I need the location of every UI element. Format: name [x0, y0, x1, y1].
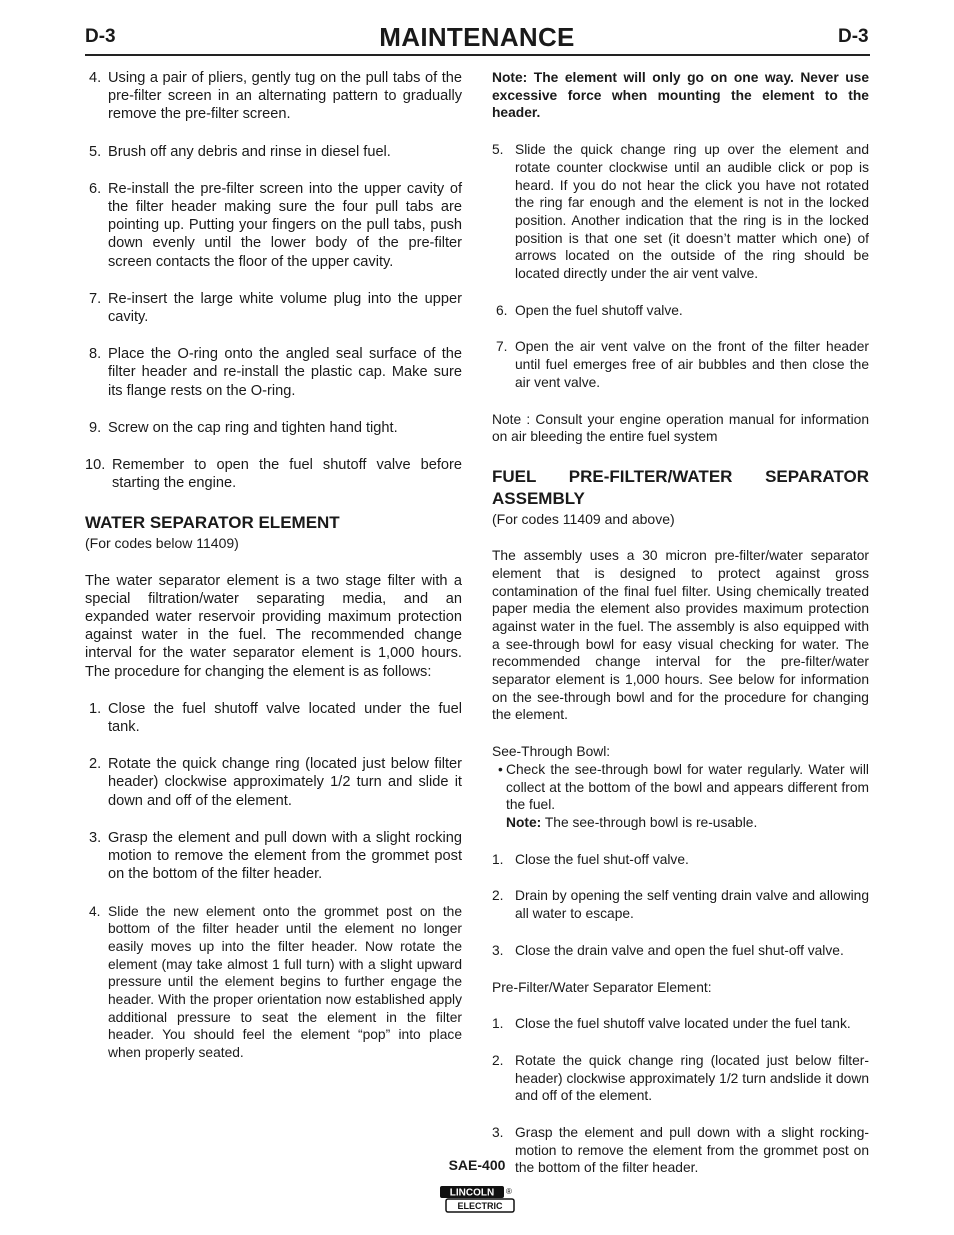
logo-top-text: LINCOLN [449, 1187, 495, 1199]
logo-bottom-text: ELECTRIC [457, 1201, 503, 1211]
list-item: 1. Close the fuel shutoff valve located under the fuel tank. [89, 700, 462, 736]
list-item: 9. Screw on the cap ring and tighten hand tight. [89, 419, 398, 436]
section-intro: The water separator element is a two stage filter with a special filtration/water separating media, and an expanded water reservoir providing maximum protection against water in the fuel. The recommended change interval for the water separator element is 1,000 hours. The procedure for changing the element is as follows: [85, 572, 462, 680]
list-item: 4. Using a pair of pliers, gently tug on the pull tabs of the pre-filter screen in an alternating pattern to gradually remove the pre-filter screen. [89, 70, 462, 123]
see-through-bowl-label: See-Through Bowl: [492, 744, 611, 760]
list-item: 5. Brush off any debris and rinse in diesel fuel. [89, 143, 391, 160]
list-item: 3. Grasp the element and pull down with a slight rocking-motion to remove the element from the grommet post on the bottom of the filter header. [492, 1125, 869, 1176]
list-item: 1. Close the fuel shut-off valve. [492, 851, 689, 867]
list-item: 2. Rotate the quick change ring (located just below filter-header) clockwise approximately 1/2 turn andslide it down and off of the element. [492, 1052, 869, 1104]
lincoln-electric-logo [439, 1185, 515, 1214]
right-column [492, 69, 869, 1177]
element-label: Pre-Filter/Water Separator Element: [492, 979, 712, 995]
section-intro: The assembly uses a 30 micron pre-filter/water separator element that is designed to protect against gross contamination of the final fuel filter. Using chemically treated paper media the element also provides maximum protection against water in the fuel. The assembly is also equipped with a see-through bowl for easy visual checking for water. The recommended change interval for the pre-filter/water separator element is 1,000 hours. See below for information on the see-through bowl and for the procedure for changing the element. [492, 548, 869, 723]
page-title: MAINTENANCE [379, 22, 575, 52]
section-codes: (For codes below 11409) [85, 535, 239, 552]
page-code-left: D-3 [85, 26, 116, 47]
section-codes: (For codes 11409 and above) [492, 510, 675, 527]
bullet-item: • Check the see-through bowl for water regularly. Water will collect at the bottom of the bowl and appears different from the fuel. [498, 761, 869, 813]
note-element-orientation: Note: The element will only go on one way. Never use excessive force when mounting the element to the header. [492, 70, 869, 121]
list-item: 1. Close the fuel shutoff valve located under the fuel tank. [492, 1016, 851, 1032]
left-column [85, 69, 462, 1062]
section-heading-prefilter: FUEL PRE-FILTER/WATER SEPARATOR ASSEMBLY [492, 466, 869, 508]
list-item: 2. Rotate the quick change ring (located just below filter header) clockwise approximately 1/2 turn and slide it down and off of the element. [89, 756, 462, 809]
list-item: 2. Drain by opening the self venting drain valve and allowing all water to escape. [492, 888, 869, 922]
list-item: 3. Grasp the element and pull down with a slight rocking motion to remove the element from the grommet post on the bottom of the filter header. [89, 829, 462, 883]
list-item: 7. Re-insert the large white volume plug into the upper cavity. [89, 290, 462, 326]
list-item: 4. Slide the new element onto the grommet post on the bottom of the filter header until the element no longer easily moves up into the filter header. Now rotate the element (may take almost 1 full turn) with a slight upward pressure until the element begins to further engage the header. With the proper orientation now established apply additional pressure to seat the element in the filter header. You should feel the element “pop” into place when properly seated. [89, 903, 462, 1061]
list-item: 5. Slide the quick change ring up over the element and rotate counter clockwise until an audible click or pop is heard. If you do not hear the click you have not rotated the ring far enough and the element is not in the locked position. Another indication that the ring is in the locked position is that one set (it doesn’t matter which one) of arrows located on the outside of the ring should be located directly under the air vent valve. [492, 142, 869, 282]
page-code-right: D-3 [838, 26, 869, 47]
list-item: 6. Open the fuel shutoff valve. [496, 302, 683, 318]
list-item: 10. Remember to open the fuel shutoff valve before starting the engine. [85, 457, 462, 492]
section-heading-water-separator: WATER SEPARATOR ELEMENT [85, 513, 340, 533]
list-item: 3. Close the drain valve and open the fuel shut-off valve. [492, 942, 844, 958]
footer-model-number: SAE-400 [448, 1157, 506, 1173]
list-item: 6. Re-install the pre-filter screen into the upper cavity of the filter header making sure the four pull tabs are pointing up. Putting your fingers on the pull tabs, push down evenly until the lower body of the pre-filter screen contacts the floor of the upper cavity. [89, 180, 462, 270]
list-item: 8. Place the O-ring onto the angled seal surface of the filter header and re-install the plastic cap. Make sure its flange rests on the O-ring. [89, 346, 462, 399]
logo-registered-mark: ® [506, 1187, 512, 1196]
note-consult-manual: Note : Consult your engine operation manual for information on air bleeding the entire fuel system [492, 411, 869, 445]
bowl-note: Note: The see-through bowl is re-usable. [506, 815, 758, 830]
list-item: 7. Open the air vent valve on the front of the filter header until fuel emerges free of air bubbles and then close the air vent valve. [496, 339, 869, 390]
header-rule [85, 54, 870, 56]
